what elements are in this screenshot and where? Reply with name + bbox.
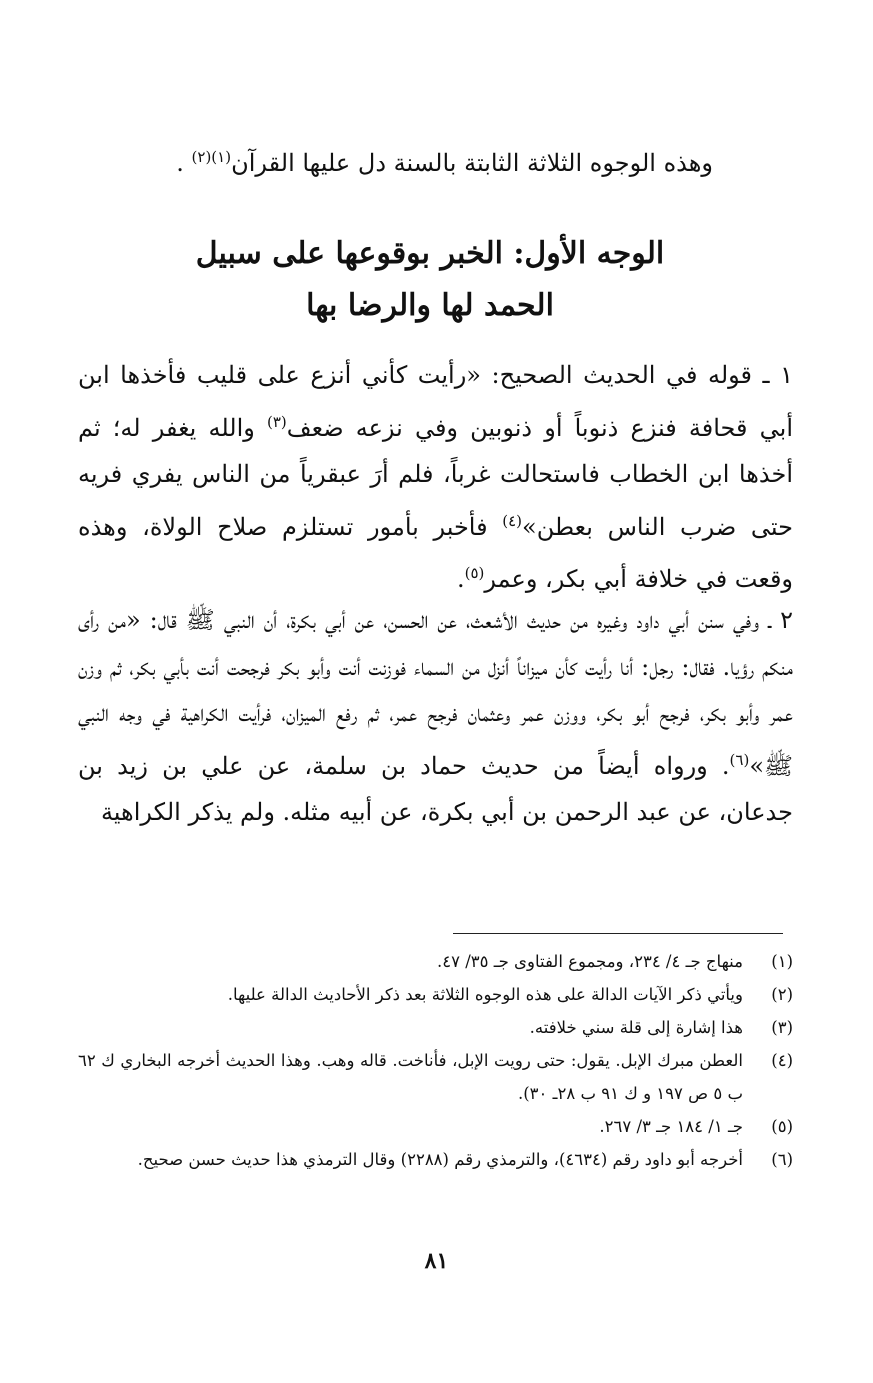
- footnote-ref-4[interactable]: (٤): [502, 511, 523, 530]
- footnote-divider: [453, 933, 783, 934]
- footnote-text: جـ ١/ ١٨٤ جـ ٣/ ٢٦٧.: [599, 1117, 743, 1136]
- paragraph-1: [78, 352, 793, 603]
- footnote-ref-5[interactable]: (٥): [464, 564, 485, 582]
- footnote-number: (٢): [771, 985, 793, 1004]
- paragraph-2-text-b: . ورواه أيضاً من حديث حماد بن سلمة، عن علي بن زيد بن جدعان، عن عبد الرحمن بن أبي بكرة، عن أبيه مثله. ولم يذكر الكراهية: [78, 751, 793, 826]
- footnote-ref-3[interactable]: (٣): [267, 412, 287, 431]
- footnotes: [78, 945, 793, 1176]
- paragraph-1-text-d: .: [456, 565, 465, 593]
- section-title-line-1: الوجه الأول: الخبر بوقوعها على سبيل: [195, 236, 665, 271]
- footnote-6: [78, 1143, 793, 1176]
- intro-end: .: [176, 149, 184, 177]
- paragraph-1-text-b: والله يغفر له؛ ثم أخذها ابن الخطاب فاستحالت غرباً، فلم أرَ عبقرياً من الناس يفري فريه حتى ضرب الناس بعطن»: [78, 413, 793, 541]
- footnote-text: العطن مبرك الإبل. يقول: حتى رويت الإبل، فأناخت. قاله وهب. وهذا الحديث أخرجه البخاري ك ٦٢ ب ٥ ص ١٩٧ و ك ٩١ ب ٢٨ـ ٣٠).: [78, 1051, 743, 1103]
- footnote-number: (٥): [771, 1117, 793, 1136]
- footnote-number: (١): [771, 952, 793, 971]
- footnote-number: (٦): [771, 1150, 793, 1169]
- footnote-ref-1-2[interactable]: (١)(٢): [191, 148, 232, 166]
- footnote-text: منهاج جـ ٤/ ٢٣٤، ومجموع الفتاوى جـ ٣٥/ ٤٧.: [437, 952, 743, 971]
- footnote-text: أخرجه أبو داود رقم (٤٦٣٤)، والترمذي رقم (٢٢٨٨) وقال الترمذي هذا حديث حسن صحيح.: [137, 1150, 743, 1169]
- footnote-2: [78, 978, 793, 1011]
- intro-line: [113, 135, 713, 185]
- intro-text: وهذه الوجوه الثلاثة الثابتة بالسنة دل عليها القرآن: [231, 149, 713, 177]
- footnote-1: [78, 945, 793, 978]
- footnote-number: (٤): [771, 1051, 793, 1070]
- paragraph-1-text-c: فأخبر بأمور تستلزم صلاح الولاة، وهذه وقعت في خلافة أبي بكر، وعمر: [78, 512, 793, 593]
- section-title-line-2: الحمد لها والرضا بها: [306, 288, 554, 323]
- footnote-number: (٣): [771, 1018, 793, 1037]
- paragraph-1-text-a: ١ ـ قوله في الحديث الصحيح: «رأيت كأني أنزع على قليب فأخذها ابن أبي قحافة فنزع ذنوباً أو ذنوبين وفي نزعه ضعف: [78, 361, 793, 442]
- paragraph-2-text-a: ٢ ـ وفي سنن أبي داود وغيره من حديث الأشعث، عن الحسن، عن أبي بكرة، أن النبي ﷺ قال: «من رأى منكم رؤيا. فقال: رجل: أنا رأيت كأن ميزاناً أنزل من السماء فوزنت أنت وأبو بكر فرجحت أنت بأبي بكر، ثم وزن عمر وأبو بكر، فرجح أبو بكر، ووزن عمر وعثمان فرجح عمر، ثم رفع الميزان، فرأيت الكراهية في وجه النبي ﷺ»: [78, 606, 793, 780]
- footnote-3: [78, 1011, 793, 1044]
- footnote-4: [78, 1044, 793, 1110]
- paragraph-2: [78, 597, 793, 836]
- footnote-text: ويأتي ذكر الآيات الدالة على هذه الوجوه الثلاثة بعد ذكر الأحاديث الدالة عليها.: [227, 985, 743, 1004]
- page-number: ٨١: [424, 1248, 449, 1274]
- footnote-text: هذا إشارة إلى قلة سني خلافته.: [529, 1018, 743, 1037]
- footnote-ref-6[interactable]: (٦): [729, 750, 750, 769]
- footnote-5: [78, 1110, 793, 1143]
- section-title: [120, 228, 740, 332]
